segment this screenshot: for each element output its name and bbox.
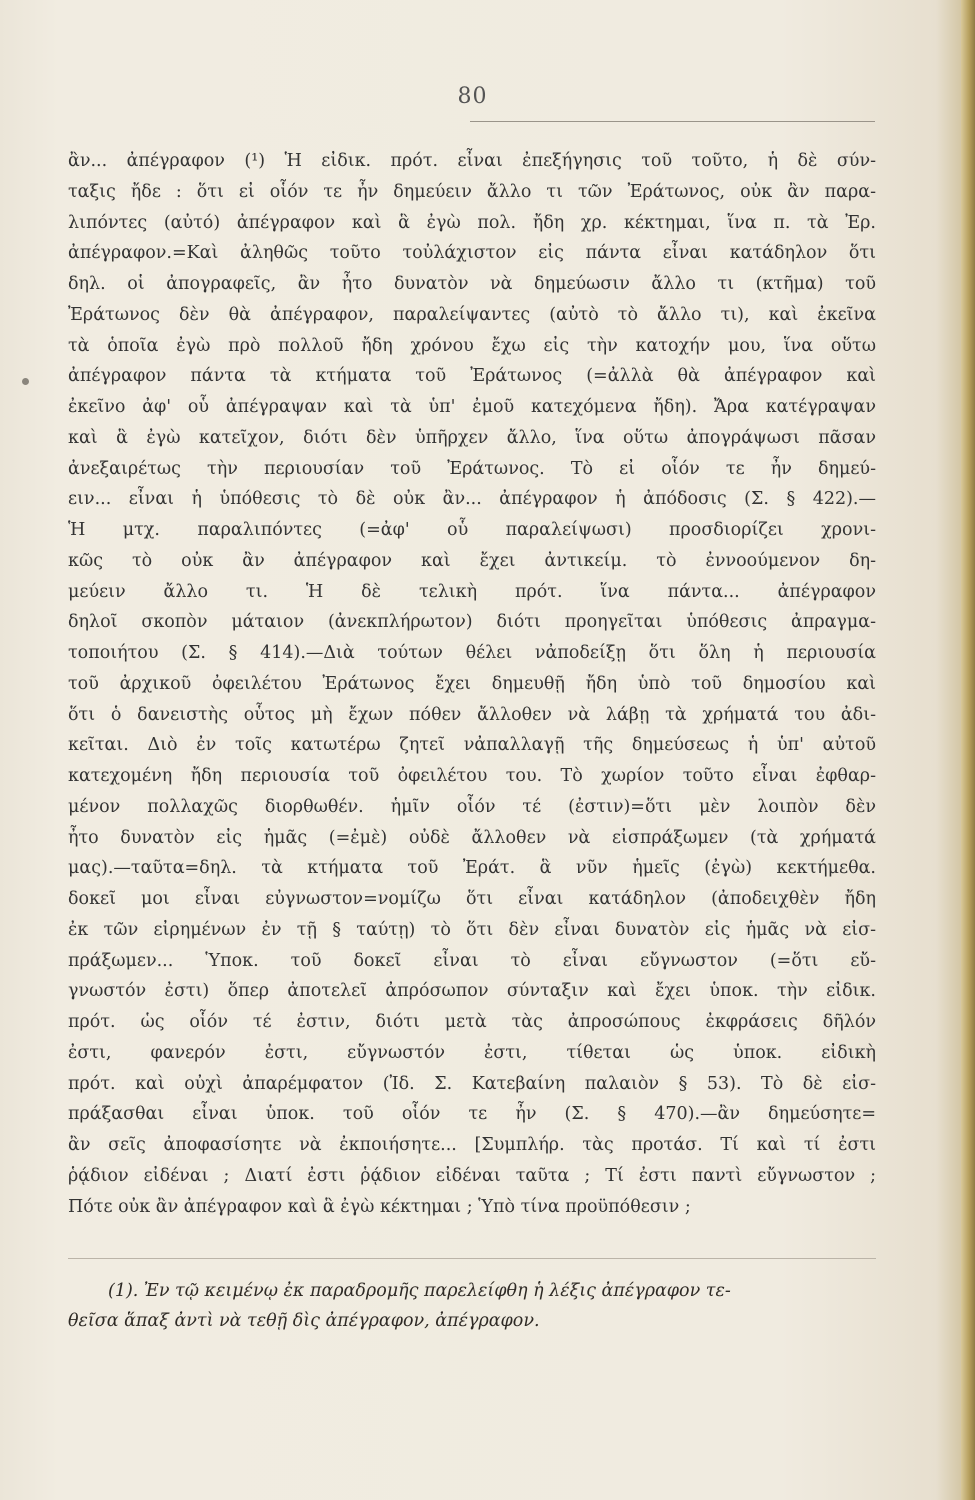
text-line: λιπόντες (αὐτό) ἀπέγραφον καὶ ἃ ἐγὼ πολ. ἤδη χρ. κέκτημαι, ἵνα π. τὰ Ἐρ. — [68, 212, 876, 233]
text-line: ῥᾴδιον εἰδέναι ; Διατί ἐστι ῥᾴδιον εἰδέναι ταῦτα ; Τί ἐστι παντὶ εὔγνωστον ; — [68, 1165, 876, 1186]
text-line: πρότ. καὶ οὐχὶ ἀπαρέμφατον (Ἰδ. Σ. Κατεβαίνη παλαιὸν § 53). Τὸ δὲ εἰσ- — [68, 1073, 876, 1094]
text-line: δηλοῖ σκοπὸν μάταιον (ἀνεκπλήρωτον) διότι προηγεῖται ὑπόθεσις ἀπραγμα- — [68, 612, 876, 633]
text-line: κατεχομένη ἤδη περιουσία τοῦ ὀφειλέτου του. Τὸ χωρίον τοῦτο εἶναι ἐφθαρ- — [68, 766, 876, 786]
footnote — [68, 1276, 876, 1336]
footnote-line: (1). Ἐν τῷ κειμένῳ ἐκ παραδρομῆς παρελείφθη ἡ λέξις ἀπέγραφον τε- — [108, 1281, 731, 1301]
text-line: ἀπέγραφον πάντα τὰ κτήματα τοῦ Ἐράτωνος (=ἀλλὰ θὰ ἀπέγραφον καὶ — [68, 366, 876, 387]
text-line: πρότ. ὡς οἷόν τέ ἐστιν, διότι μετὰ τὰς ἀπροσώπους ἐκφράσεις δῆλόν — [68, 1012, 876, 1032]
text-line: κεῖται. Διὸ ἐν τοῖς κατωτέρω ζητεῖ νἀπαλλαγῇ τῆς δημεύσεως ἡ ὑπ' αὐτοῦ — [68, 735, 876, 756]
text-line: ἂν σεῖς ἀποφασίσητε νὰ ἐκποιήσητε... [Συμπλήρ. τὰς προτάσ. Τί καὶ τί ἐστι — [68, 1135, 876, 1155]
text-line: τοῦ ἀρχικοῦ ὀφειλέτου Ἐράτωνος ἔχει δημευθῇ ἤδη ὑπὸ τοῦ δημοσίου καὶ — [68, 673, 876, 694]
body-text — [68, 146, 876, 1222]
text-line: κῶς τὸ οὐκ ἂν ἀπέγραφον καὶ ἔχει ἀντικείμ. τὸ ἐννοούμενον δη- — [68, 550, 876, 571]
header-rule — [470, 121, 875, 122]
page-edge — [961, 0, 975, 1500]
text-line: πράξωμεν... Ὑποκ. τοῦ δοκεῖ εἶναι τὸ εἶναι εὔγνωστον (=ὅτι εὔ- — [68, 950, 876, 971]
text-line: μας).—ταῦτα=δηλ. τὰ κτήματα τοῦ Ἐράτ. ἃ νῦν ἡμεῖς (ἐγὼ) κεκτήμεθα. — [68, 858, 876, 879]
text-line: μεύειν ἄλλο τι. Ἡ δὲ τελικὴ πρότ. ἵνα πάντα... ἀπέγραφον — [68, 581, 876, 602]
text-line: καὶ ἃ ἐγὼ κατεῖχον, διότι δὲν ὑπῆρχεν ἄλλο, ἵνα οὕτω ἀπογράψωσι πᾶσαν — [68, 427, 876, 448]
text-line: ἦτο δυνατὸν εἰς ἡμᾶς (=ἐμὲ) οὐδὲ ἄλλοθεν νὰ εἰσπράξωμεν (τὰ χρήματά — [68, 827, 876, 848]
footnote-divider — [68, 1258, 876, 1259]
text-line: τοποιήτου (Σ. § 414).—Διὰ τούτων θέλει νἀποδείξῃ ὅτι ὅλη ἡ περιουσία — [68, 643, 876, 663]
text-line: μένον πολλαχῶς διορθωθέν. ἡμῖν οἷόν τέ (ἐστιν)=ὅτι μὲν λοιπὸν δὲν — [68, 796, 876, 817]
text-line: ειν... εἶναι ἡ ὑπόθεσις τὸ δὲ οὐκ ἂν... ἀπέγραφον ἡ ἀπόδοσις (Σ. § 422).— — [68, 489, 876, 510]
text-line: ταξις ἤδε : ὅτι εἰ οἷόν τε ἦν δημεύειν ἄλλο τι τῶν Ἐράτωνος, οὐκ ἂν παρα- — [68, 181, 876, 202]
text-line: Πότε οὐκ ἂν ἀπέγραφον καὶ ἃ ἐγὼ κέκτημαι ; Ὑπὸ τίνα προϋπόθεσιν ; — [68, 1196, 691, 1217]
text-line: Ἡ μτχ. παραλιπόντες (=ἀφ' οὗ παραλείψωσι) προσδιορίζει χρονι- — [68, 520, 876, 540]
text-line: Ἐράτωνος δὲν θὰ ἀπέγραφον, παραλείψαντες (αὐτὸ τὸ ἄλλο τι), καὶ ἐκεῖνα — [68, 304, 876, 325]
text-line: ὅτι ὁ δανειστὴς οὗτος μὴ ἔχων πόθεν ἄλλοθεν νὰ λάβῃ τὰ χρήματά του ἀδι- — [68, 704, 876, 725]
text-line: γνωστόν ἐστι) ὅπερ ἀποτελεῖ ἀπρόσωπον σύνταξιν καὶ ἔχει ὑποκ. τὴν εἰδικ. — [68, 981, 876, 1002]
text-line: ἀπέγραφον.=Καὶ ἀληθῶς τοῦτο τοὐλάχιστον εἰς πάντα εἶναι κατάδηλον ὅτι — [68, 243, 876, 264]
text-line: ἂν... ἀπέγραφον (¹) Ἡ εἰδικ. πρότ. εἶναι ἐπεξήγησις τοῦ τοῦτο, ἡ δὲ σύν- — [68, 151, 876, 171]
text-line: ἀνεξαιρέτως τὴν περιουσίαν τοῦ Ἐράτωνος. Τὸ εἰ οἷόν τε ἦν δημεύ- — [68, 458, 876, 479]
text-line: τὰ ὁποῖα ἐγὼ πρὸ πολλοῦ ἤδη χρόνου ἔχω εἰς τὴν κατοχήν μου, ἵνα οὕτω — [68, 335, 876, 356]
text-line: πράξασθαι εἶναι ὑποκ. τοῦ οἷόν τε ἦν (Σ. § 470).—ἂν δημεύσητε= — [68, 1104, 876, 1125]
text-line: ἐστι, φανερόν ἐστι, εὔγνωστόν ἐστι, τίθεται ὡς ὑποκ. εἰδικὴ — [68, 1042, 876, 1063]
text-line: δηλ. οἱ ἀπογραφεῖς, ἂν ἦτο δυνατὸν νὰ δημεύωσιν ἄλλο τι (κτῆμα) τοῦ — [68, 274, 876, 294]
text-line: ἐκεῖνο ἀφ' οὗ ἀπέγραψαν καὶ τὰ ὑπ' ἐμοῦ κατεχόμενα ἤδη). Ἄρα κατέγραψαν — [68, 397, 876, 417]
footnote-line: θεῖσα ἅπαξ ἀντὶ νὰ τεθῇ δὶς ἀπέγραφον, ἀπέγραφον. — [68, 1311, 540, 1331]
page-number: 80 — [457, 84, 488, 109]
text-line: ἐκ τῶν εἰρημένων ἐν τῇ § ταύτῃ) τὸ ὅτι δὲν εἶναι δυνατὸν εἰς ἡμᾶς νὰ εἰσ- — [68, 919, 876, 940]
margin-mark — [22, 378, 29, 385]
text-line: δοκεῖ μοι εἶναι εὐγνωστον=νομίζω ὅτι εἶναι κατάδηλον (ἀποδειχθὲν ἤδη — [68, 889, 876, 909]
